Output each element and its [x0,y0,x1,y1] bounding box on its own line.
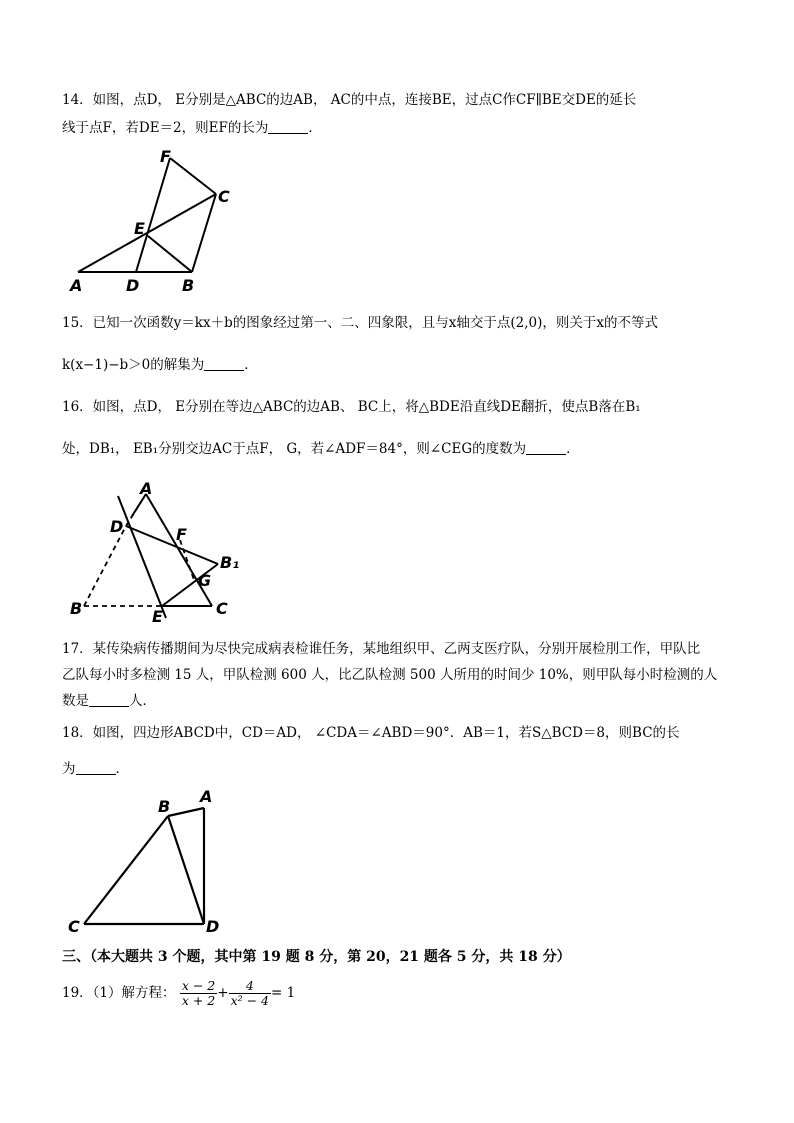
q19-frac2-numerator: 4 [229,979,271,994]
q16-label-f: F [176,525,187,544]
q14-line2-end: ． [308,120,322,136]
q16-label-a: A [140,480,153,498]
q18-label-d: D [206,917,220,936]
q18-line2 [62,760,129,778]
q18-figure [64,784,234,936]
q16-label-b: B [70,599,83,618]
answer-blank [89,692,129,707]
q14-figure [66,146,246,296]
q19-fraction-1 [180,979,217,1008]
q19-plus: + [217,985,229,1001]
q16-line2-text: 处，DB₁， EB₁分别交边AC于点F， G，若∠ADF＝84°，则∠CEG的度数为 [62,441,527,457]
section-title: 三、（本大题共 3 个题，其中第 19 题 8 分，第 20，21 题各 5 分，共 18 分） [62,949,571,965]
q16-label-e: E [152,607,163,622]
q17-line2: 乙队每小时多检测 15 人，甲队检测 600 人，比乙队检测 500 人所用的时间少 10%，则甲队每小时检测的人 [62,667,718,683]
q19-frac1-numerator: x − 2 [181,978,216,993]
q19-equals: = 1 [271,985,296,1001]
q18-label-a: A [200,787,213,806]
q16-label-c: C [216,599,228,618]
q19-frac1-denominator: x + 2 [181,993,216,1008]
q16-label-b1: B₁ [220,553,240,572]
q14-label-d: D [126,276,140,295]
q17-line3-text: 数是 [62,693,89,709]
q17-line3 [62,692,156,710]
q16-label-d: D [110,517,124,536]
q16-line2-end: ． [566,441,580,457]
q18-line1: 18．如图，四边形ABCD中，CD＝AD， ∠CDA＝∠ABD＝90°．AB＝1，若S△BCD＝8，则BC的长 [62,725,680,741]
q14-label-c: C [218,187,230,206]
q18-line2-end: ． [115,761,129,777]
q15-line2-text: k(x−1)−b＞0的解集为 [62,357,205,373]
q16-label-g: G [198,571,212,590]
q17-line3-end: 人． [129,693,156,709]
q18-label-c: C [68,917,80,936]
q14-line2-text: 线于点F，若DE＝2，则EF的长为 [62,120,269,136]
answer-blank [204,356,244,371]
q18-label-b: B [158,797,171,816]
answer-blank [526,440,566,455]
q19-fraction-2 [229,979,271,1008]
q18-line2-text: 为 [62,761,76,777]
q15-line1: 15．已知一次函数y＝kx＋b的图象经过第一、二、四象限，且与x轴交于点(2,0)，则关于x的不等式 [62,315,658,331]
q14-label-f: F [160,147,171,166]
q14-line2 [62,119,322,137]
q19-line [62,978,295,1008]
q15-line2 [62,356,258,374]
answer-blank [76,760,116,775]
q16-line2 [62,440,580,458]
q16-figure [62,480,252,622]
q14-label-e: E [134,219,145,238]
q15-line2-end: ． [244,357,258,373]
q14-label-a: A [70,276,83,295]
q17-line1: 17．某传染病传播期间为尽快完成病表检谁任务，某地组织甲、乙两支医疗队，分别开展检刖工作，甲队比 [62,641,701,657]
answer-blank [268,119,308,134]
q19-frac2-denominator: x² − 4 [230,993,270,1008]
q14-line1: 14．如图，点D， E分别是△ABC的边AB， AC的中点，连接BE，过点C作CF∥BE交DE的延长 [62,92,637,108]
q14-label-b: B [182,276,195,295]
q19-prefix: 19．（1）解方程： [62,985,176,1001]
q16-line1: 16．如图，点D， E分别在等边△ABC的边AB、 BC上，将△BDE沿直线DE翻折，使点B落在B₁ [62,399,641,415]
